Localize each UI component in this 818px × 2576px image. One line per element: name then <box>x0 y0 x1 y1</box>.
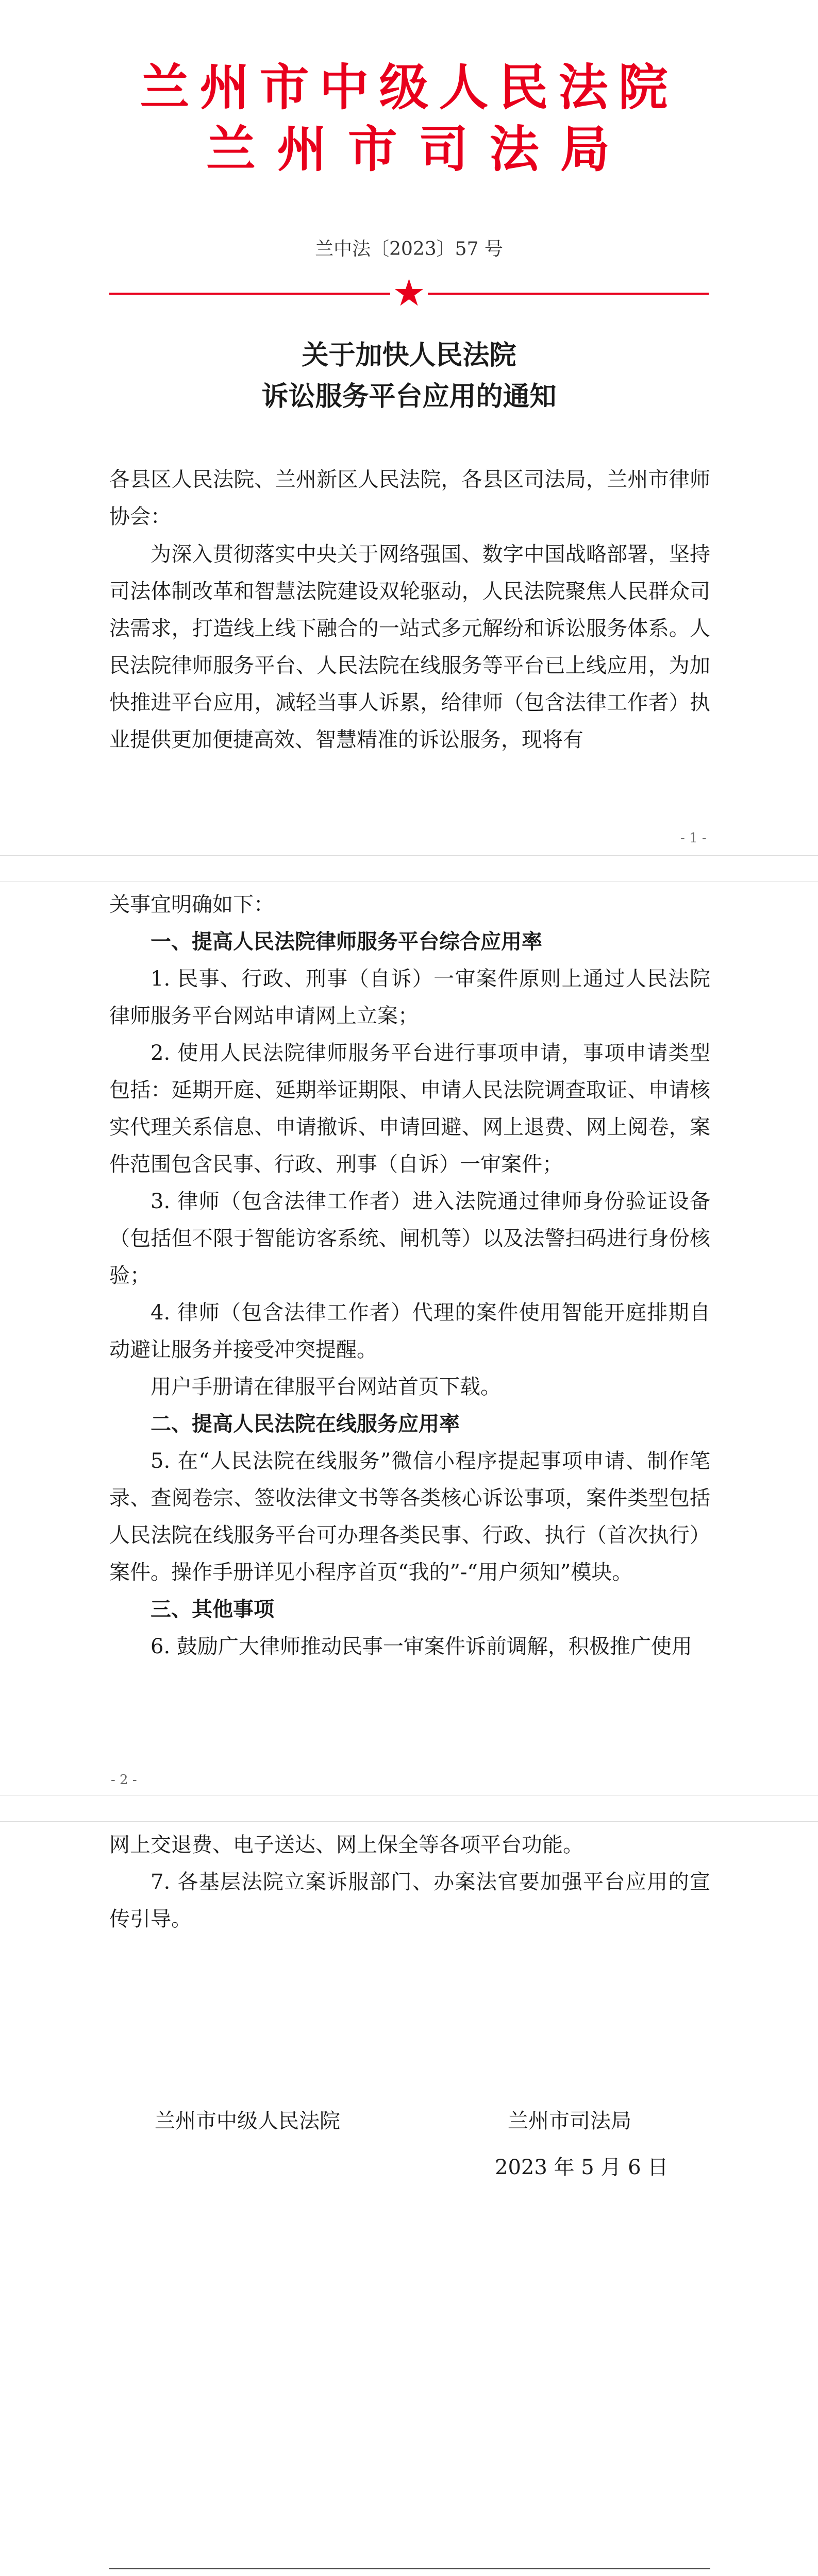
item-1: 1. 民事、行政、刑事（自诉）一审案件原则上通过人民法院律师服务平台网站申请网上立案； <box>109 967 710 1028</box>
footer-rule-top <box>109 2568 710 2569</box>
title-line-2: 诉讼服务平台应用的通知 <box>261 381 557 412</box>
intro-paragraph: 为深入贯彻落实中央关于网络强国、数字中国战略部署，坚持司法体制改革和智慧法院建设双轮驱动，人民法院聚焦人民群众司法需求，打造线上线下融合的一站式多元解纷和诉讼服务体系。人民法院律师服务平台、人民法院在线服务等平台已上线应用，为加快推进平台应用，减轻当事人诉累，给律师（包含法律工作者）执业提供更加便捷高效、智慧精准的诉讼服务，现将有 <box>109 543 710 752</box>
document-number: 兰中法〔2023〕57 号 <box>315 239 503 260</box>
item-5: 5. 在“人民法院在线服务”微信小程序提起事项申请、制作笔录、查阅卷宗、签收法律文书等各类核心诉讼事项，案件类型包括人民法院在线服务平台可办理各类民事、行政、执行（首次执行）案件。操作手册详见小程序首页“我的”-“用户须知”模块。 <box>109 1449 710 1584</box>
manual-note: 用户手册请在律服平台网站首页下载。 <box>151 1375 501 1399</box>
page-break <box>0 1795 818 1822</box>
item-2: 2. 使用人民法院律师服务平台进行事项申请，事项申请类型包括：延期开庭、延期举证期限、申请人民法院调查取证、申请核实代理关系信息、申请撤诉、申请回避、网上退费、网上阅卷，案件范围包含民事、行政、刑事（自诉）一审案件； <box>109 1041 710 1176</box>
title-line-1: 关于加快人民法院 <box>302 340 516 371</box>
intro-continuation: 关事宜明确如下： <box>109 893 274 917</box>
item-7: 7. 各基层法院立案诉服部门、办案法官要加强平台应用的宣传引导。 <box>109 1870 710 1931</box>
item-6-part-2: 网上交退费、电子送达、网上保全等各项平台功能。 <box>109 1833 583 1857</box>
section-2-heading: 二、提高人民法院在线服务应用率 <box>151 1412 460 1436</box>
star-icon: ★ <box>392 271 426 314</box>
item-6-part-1: 6. 鼓励广大律师推动民事一审案件诉前调解，积极推广使用 <box>151 1635 692 1658</box>
item-4: 4. 律师（包含法律工作者）代理的案件使用智能开庭排期自动避让服务并接受冲突提醒。 <box>109 1301 710 1362</box>
page-break <box>0 855 818 882</box>
issuer-line-court: 兰州市中级人民法院 <box>140 58 678 116</box>
page-number-1: - 1 - <box>680 831 707 846</box>
item-3: 3. 律师（包含法律工作者）进入法院通过律师身份验证设备（包括但不限于智能访客系统、闸机等）以及法警扫码进行身份核验； <box>109 1190 710 1287</box>
section-3-heading: 三、其他事项 <box>151 1598 274 1621</box>
signature-date: 2023 年 5 月 6 日 <box>495 2156 669 2179</box>
page-number-2: - 2 - <box>111 1772 137 1788</box>
issuer-line-bureau: 兰 州 市 司 法 局 <box>206 120 612 178</box>
signature-bureau: 兰州市司法局 <box>508 2109 631 2133</box>
addressee: 各县区人民法院、兰州新区人民法院，各县区司法局，兰州市律师协会： <box>109 468 710 529</box>
red-divider-right <box>428 293 709 295</box>
signature-court: 兰州市中级人民法院 <box>155 2109 340 2133</box>
section-1-heading: 一、提高人民法院律师服务平台综合应用率 <box>151 930 542 954</box>
